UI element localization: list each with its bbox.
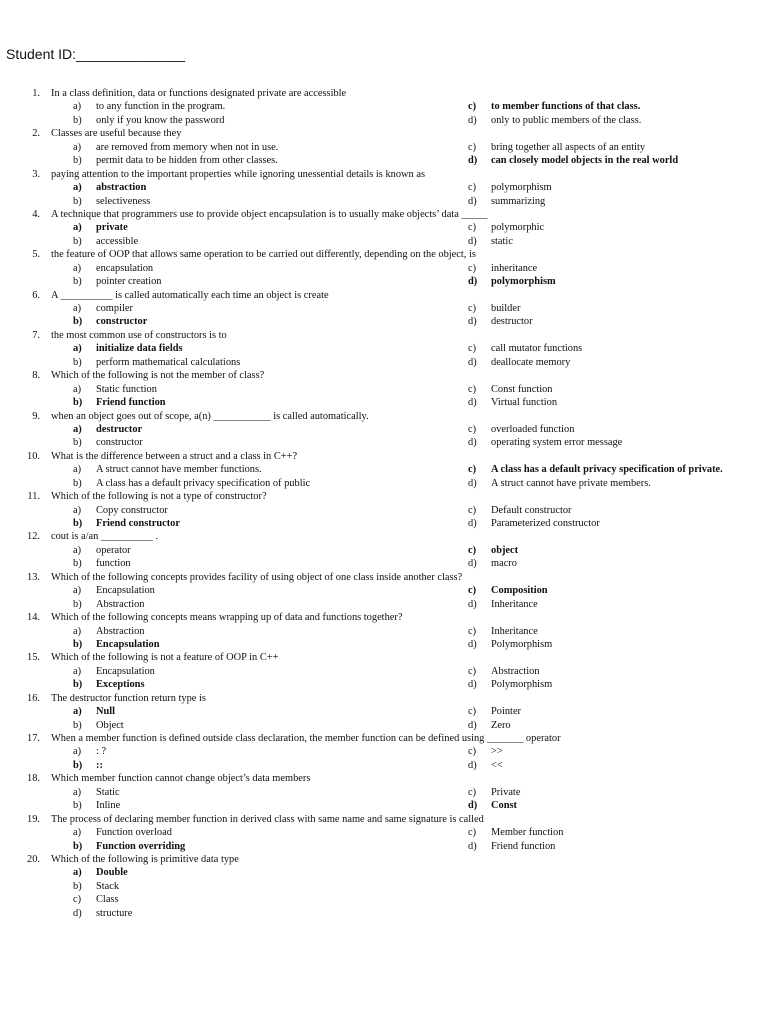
option-text: :: xyxy=(96,759,103,771)
option-text: Class xyxy=(96,894,119,906)
option-letter: b) xyxy=(73,397,83,409)
option-text: Parameterized constructor xyxy=(491,518,600,529)
option-text: permit data to be hidden from other classes. xyxy=(96,155,278,167)
option-row xyxy=(0,893,768,906)
option-row xyxy=(0,557,768,570)
question-number: 11. xyxy=(27,491,40,503)
option-text: Exceptions xyxy=(96,679,145,691)
option-letter: c) xyxy=(468,101,477,113)
question-text: What is the difference between a struct and a class in C++? xyxy=(51,450,298,462)
option-letter: b) xyxy=(73,719,82,731)
question-number: 4. xyxy=(32,208,40,220)
question-list xyxy=(0,87,768,920)
option-row xyxy=(0,719,768,732)
option-row xyxy=(0,705,768,718)
question-row xyxy=(0,571,768,584)
option-letter: d) xyxy=(468,316,477,328)
question-text: The process of declaring member function in derived class with same name and same signature is called xyxy=(51,813,484,825)
option-letter: a) xyxy=(73,182,82,194)
question-row xyxy=(0,651,768,664)
option-text: Inline xyxy=(96,800,121,812)
option-row xyxy=(0,745,768,758)
question-row xyxy=(0,692,768,705)
question-number: 8. xyxy=(32,370,40,382)
question-text: The destructor function return type is xyxy=(51,692,206,704)
option-row xyxy=(0,840,768,853)
option-letter: a) xyxy=(73,867,82,879)
option-text: A class has a default privacy specification of public xyxy=(96,477,311,489)
option-row xyxy=(0,477,768,490)
option-letter: b) xyxy=(73,114,82,126)
option-text: to any function in the program. xyxy=(96,101,226,113)
option-row xyxy=(0,598,768,611)
question-text: Which of the following is not the member of class? xyxy=(51,370,265,382)
option-row xyxy=(0,584,768,597)
option-letter: c) xyxy=(468,827,477,839)
option-row xyxy=(0,517,768,530)
option-row xyxy=(0,356,768,369)
question-row xyxy=(0,248,768,261)
question-row xyxy=(0,410,768,423)
question-row xyxy=(0,490,768,503)
question-row xyxy=(0,168,768,181)
option-text: destructor xyxy=(491,316,533,328)
option-letter: a) xyxy=(73,786,82,798)
option-letter: a) xyxy=(73,343,82,355)
question-number: 7. xyxy=(32,329,40,341)
option-letter: a) xyxy=(73,262,82,274)
question-row xyxy=(0,369,768,382)
option-row xyxy=(0,504,768,517)
question-text: Which of the following is not a feature of OOP in C++ xyxy=(51,652,279,664)
option-text: constructor xyxy=(96,437,143,449)
option-letter: b) xyxy=(73,356,82,368)
option-text: only if you know the password xyxy=(96,114,225,126)
option-text: pointer creation xyxy=(96,276,162,288)
option-row xyxy=(0,302,768,315)
option-text: Zero xyxy=(491,719,511,731)
option-text: Function overriding xyxy=(96,840,186,852)
option-row xyxy=(0,235,768,248)
option-text: private xyxy=(96,222,128,234)
option-text: Friend constructor xyxy=(96,518,180,529)
option-letter: c) xyxy=(468,343,477,355)
option-text: initialize data fields xyxy=(96,343,183,355)
option-row xyxy=(0,221,768,234)
option-row xyxy=(0,625,768,638)
option-row xyxy=(0,423,768,436)
option-letter: d) xyxy=(468,558,477,570)
option-row xyxy=(0,544,768,557)
option-row xyxy=(0,342,768,355)
option-text: to member functions of that class. xyxy=(491,101,641,113)
question-number: 20. xyxy=(27,853,40,865)
option-text: A class has a default privacy specification of private. xyxy=(491,464,723,476)
option-text: Null xyxy=(96,706,116,718)
option-text: polymorphic xyxy=(491,222,545,234)
question-text: Which of the following is not a type of constructor? xyxy=(51,491,267,503)
option-text: function xyxy=(96,558,131,570)
option-letter: a) xyxy=(73,746,82,758)
question-text: A technique that programmers use to provide object encapsulation is to usually make objects’ data _____ xyxy=(51,208,488,220)
option-letter: c) xyxy=(468,303,477,314)
option-row xyxy=(0,181,768,194)
option-text: perform mathematical calculations xyxy=(96,356,241,368)
option-text: builder xyxy=(491,303,521,314)
option-text: overloaded function xyxy=(491,423,575,435)
option-text: Default constructor xyxy=(491,504,572,516)
option-letter: d) xyxy=(468,840,477,852)
option-text: >> xyxy=(491,746,503,758)
question-text: cout is a/an __________ . xyxy=(51,531,159,543)
question-row xyxy=(0,772,768,785)
option-text: Stack xyxy=(96,880,120,892)
question-text: paying attention to the important properties while ignoring unessential details is known as xyxy=(51,168,425,180)
question-row xyxy=(0,87,768,100)
option-text: Encapsulation xyxy=(96,638,160,650)
option-text: Const function xyxy=(491,383,553,395)
option-text: Abstraction xyxy=(491,665,540,677)
option-row xyxy=(0,759,768,772)
option-letter: b) xyxy=(73,477,82,489)
option-text: Abstraction xyxy=(96,598,145,610)
question-row xyxy=(0,732,768,745)
option-letter: d) xyxy=(468,397,477,409)
question-number: 12. xyxy=(27,531,40,543)
option-text: polymorphism xyxy=(491,276,556,288)
option-text: are removed from memory when not in use. xyxy=(96,141,279,153)
option-letter: b) xyxy=(73,880,82,892)
option-text: << xyxy=(491,759,503,771)
option-row xyxy=(0,665,768,678)
option-letter: a) xyxy=(73,423,82,435)
option-letter: c) xyxy=(468,746,477,758)
option-text: operating system error message xyxy=(491,437,623,449)
option-letter: b) xyxy=(73,840,83,852)
option-letter: a) xyxy=(73,665,82,677)
option-row xyxy=(0,275,768,288)
option-letter: c) xyxy=(468,544,477,556)
option-row xyxy=(0,880,768,893)
option-letter: b) xyxy=(73,800,82,812)
option-row xyxy=(0,315,768,328)
option-letter: d) xyxy=(468,195,477,207)
option-row xyxy=(0,678,768,691)
option-letter: d) xyxy=(468,759,477,771)
option-letter: c) xyxy=(468,182,477,194)
option-text: inheritance xyxy=(491,262,538,274)
option-row xyxy=(0,114,768,127)
option-letter: b) xyxy=(73,437,82,449)
option-letter: d) xyxy=(468,356,477,368)
option-letter: c) xyxy=(468,504,477,516)
option-text: Member function xyxy=(491,827,564,839)
question-number: 5. xyxy=(32,249,40,261)
option-letter: c) xyxy=(468,262,477,274)
option-letter: c) xyxy=(468,464,477,476)
option-text: can closely model objects in the real world xyxy=(491,155,679,167)
question-text: Classes are useful because they xyxy=(51,128,182,140)
option-text: static xyxy=(491,235,513,247)
option-letter: c) xyxy=(468,383,477,395)
option-letter: d) xyxy=(468,800,478,812)
option-letter: d) xyxy=(468,477,477,489)
option-text: Polymorphism xyxy=(491,638,553,650)
option-letter: c) xyxy=(468,141,477,153)
option-text: bring together all aspects of an entity xyxy=(491,141,646,153)
option-letter: c) xyxy=(468,585,477,597)
option-text: destructor xyxy=(96,423,143,435)
option-letter: a) xyxy=(73,827,82,839)
option-letter: c) xyxy=(468,222,477,234)
option-letter: d) xyxy=(468,276,478,288)
option-letter: d) xyxy=(468,679,477,691)
option-row xyxy=(0,826,768,839)
option-letter: c) xyxy=(468,706,477,718)
option-text: Abstraction xyxy=(96,625,145,637)
question-number: 9. xyxy=(32,410,40,422)
option-letter: c) xyxy=(73,894,82,906)
option-text: constructor xyxy=(96,316,148,328)
option-letter: d) xyxy=(468,155,478,167)
option-row xyxy=(0,396,768,409)
option-letter: b) xyxy=(73,276,82,288)
question-text: A __________ is called automatically each time an object is create xyxy=(51,289,329,301)
option-text: structure xyxy=(96,907,133,919)
option-letter: a) xyxy=(73,464,82,476)
option-text: operator xyxy=(96,544,131,556)
question-text: Which member function cannot change object’s data members xyxy=(51,773,311,785)
question-text: the most common use of constructors is to xyxy=(51,329,227,341)
option-row xyxy=(0,866,768,879)
option-row xyxy=(0,463,768,476)
question-text: In a class definition, data or functions designated private are accessible xyxy=(51,88,347,99)
option-letter: a) xyxy=(73,585,82,597)
option-letter: b) xyxy=(73,316,83,328)
option-text: Polymorphism xyxy=(491,679,553,691)
question-number: 2. xyxy=(32,128,40,140)
option-text: abstraction xyxy=(96,182,147,194)
question-number: 18. xyxy=(27,773,40,785)
option-letter: d) xyxy=(468,719,477,731)
option-letter: d) xyxy=(468,114,477,126)
question-number: 3. xyxy=(32,168,40,180)
option-row xyxy=(0,786,768,799)
option-text: Private xyxy=(491,786,521,798)
option-letter: b) xyxy=(73,598,82,610)
question-text: Which of the following concepts means wrapping up of data and functions together? xyxy=(51,612,403,624)
option-text: only to public members of the class. xyxy=(491,114,642,126)
option-text: Static function xyxy=(96,383,157,395)
question-text: when an object goes out of scope, a(n) ___________ is called automatically. xyxy=(51,410,369,422)
option-letter: b) xyxy=(73,235,82,247)
question-text: Which of the following concepts provides facility of using object of one class inside another class? xyxy=(51,571,463,583)
option-text: Inheritance xyxy=(491,598,538,610)
option-letter: a) xyxy=(73,706,82,718)
option-text: Inheritance xyxy=(491,625,538,637)
option-row xyxy=(0,262,768,275)
question-number: 10. xyxy=(27,450,40,462)
option-letter: a) xyxy=(73,504,82,516)
option-row xyxy=(0,383,768,396)
option-letter: a) xyxy=(73,222,82,234)
option-letter: a) xyxy=(73,101,82,113)
option-letter: a) xyxy=(73,141,82,153)
question-number: 16. xyxy=(27,692,40,704)
question-text: Which of the following is primitive data type xyxy=(51,853,239,865)
option-text: deallocate memory xyxy=(491,356,571,368)
option-text: Function overload xyxy=(96,827,172,839)
question-row xyxy=(0,611,768,624)
option-letter: d) xyxy=(468,638,477,650)
option-letter: b) xyxy=(73,155,82,167)
question-number: 15. xyxy=(27,652,40,664)
question-row xyxy=(0,813,768,826)
option-text: Copy constructor xyxy=(96,504,168,516)
question-text: the feature of OOP that allows same operation to be carried out differently, depending on the object, is xyxy=(51,249,476,261)
option-text: selectiveness xyxy=(96,195,151,207)
option-letter: b) xyxy=(73,518,83,529)
option-row xyxy=(0,799,768,812)
option-letter: d) xyxy=(468,235,477,247)
option-row xyxy=(0,436,768,449)
question-row xyxy=(0,127,768,140)
option-row xyxy=(0,638,768,651)
option-text: Static xyxy=(96,786,120,798)
option-letter: a) xyxy=(73,625,82,637)
option-text: Encapsulation xyxy=(96,585,155,597)
question-number: 17. xyxy=(27,733,40,744)
question-row xyxy=(0,853,768,866)
option-letter: c) xyxy=(468,665,477,677)
option-letter: d) xyxy=(468,598,477,610)
option-row xyxy=(0,907,768,920)
question-row xyxy=(0,289,768,302)
option-text: call mutator functions xyxy=(491,343,583,355)
student-id-label: Student ID:______________ xyxy=(6,46,186,62)
question-number: 13. xyxy=(27,571,40,583)
option-letter: b) xyxy=(73,638,83,650)
option-text: macro xyxy=(491,558,517,570)
option-text: Composition xyxy=(491,585,548,597)
option-text: Double xyxy=(96,867,128,879)
option-text: compiler xyxy=(96,303,133,314)
option-text: accessible xyxy=(96,235,139,247)
question-number: 6. xyxy=(32,289,40,301)
option-text: A struct cannot have private members. xyxy=(491,477,651,489)
option-row xyxy=(0,100,768,113)
option-row xyxy=(0,195,768,208)
option-row xyxy=(0,154,768,167)
question-number: 19. xyxy=(27,813,40,825)
question-number: 1. xyxy=(32,88,40,99)
option-text: Object xyxy=(96,719,124,731)
option-text: Friend function xyxy=(491,840,556,852)
option-letter: d) xyxy=(468,518,477,529)
option-letter: b) xyxy=(73,759,83,771)
option-text: polymorphism xyxy=(491,182,552,194)
question-row xyxy=(0,530,768,543)
option-letter: a) xyxy=(73,544,82,556)
option-letter: c) xyxy=(468,786,477,798)
option-text: encapsulation xyxy=(96,262,154,274)
option-letter: c) xyxy=(468,423,477,435)
option-text: object xyxy=(491,544,519,556)
option-letter: b) xyxy=(73,558,82,570)
option-letter: a) xyxy=(73,303,82,314)
option-letter: d) xyxy=(468,437,477,449)
option-letter: b) xyxy=(73,195,82,207)
option-text: Friend function xyxy=(96,397,166,409)
option-row xyxy=(0,141,768,154)
question-row xyxy=(0,208,768,221)
option-letter: a) xyxy=(73,383,82,395)
question-row xyxy=(0,450,768,463)
question-number: 14. xyxy=(27,612,40,624)
option-text: Pointer xyxy=(491,706,522,718)
question-text: When a member function is defined outside class declaration, the member function can be defined using _______ operator xyxy=(51,733,561,744)
option-text: summarizing xyxy=(491,195,546,207)
question-row xyxy=(0,329,768,342)
option-text: A struct cannot have member functions. xyxy=(96,464,262,476)
option-letter: c) xyxy=(468,625,477,637)
option-text: Encapsulation xyxy=(96,665,155,677)
option-text: : ? xyxy=(96,746,107,758)
option-letter: d) xyxy=(73,907,82,919)
option-text: Const xyxy=(491,800,517,812)
option-text: Virtual function xyxy=(491,397,558,409)
option-letter: b) xyxy=(73,679,83,691)
